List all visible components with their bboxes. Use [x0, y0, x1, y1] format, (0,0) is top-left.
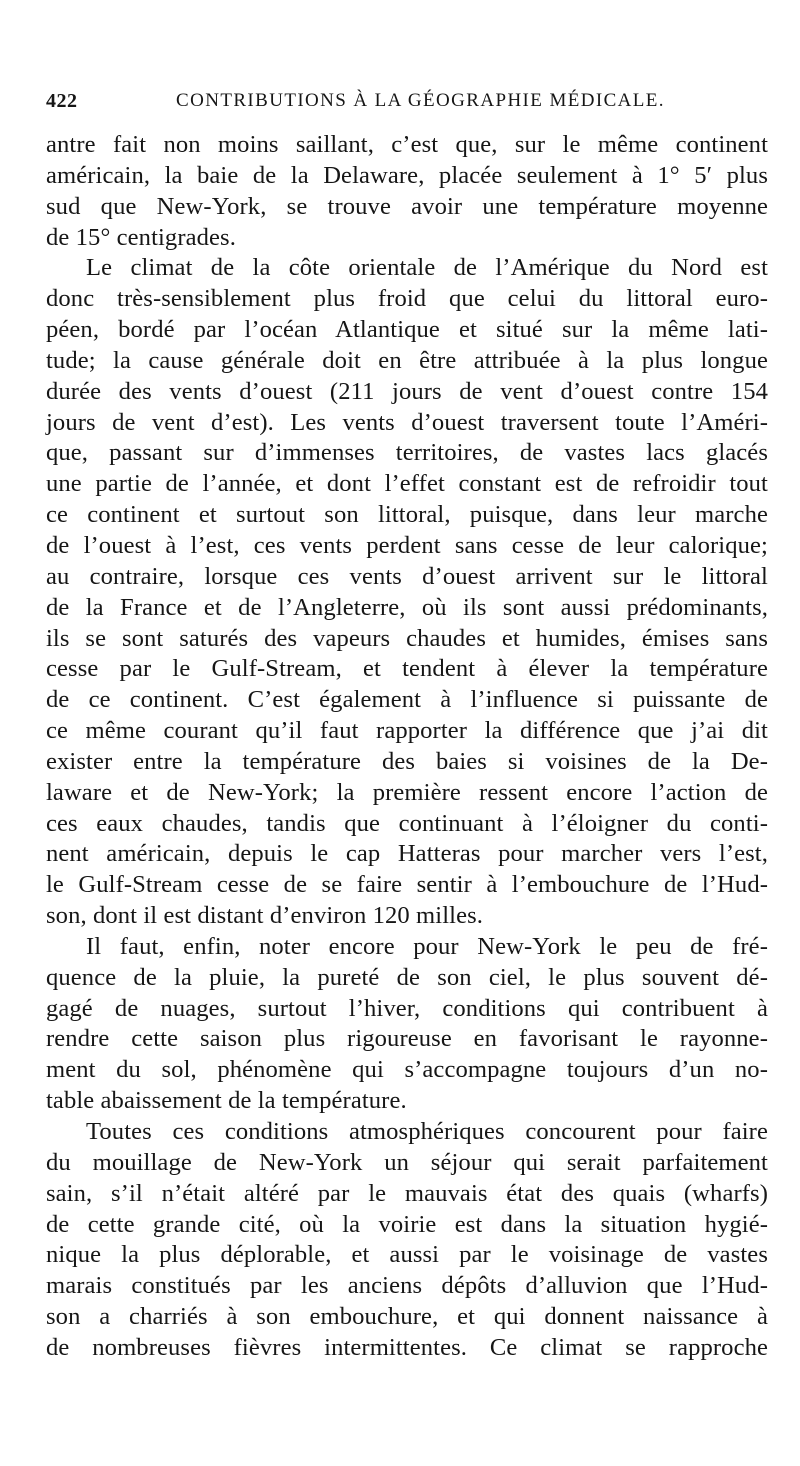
text-line: laware et de New-York; la première ressent encore l’action de — [46, 778, 768, 806]
text-line: sain, s’il n’était altéré par le mauvais état des quais (wharfs) — [46, 1179, 768, 1207]
text-line: péen, bordé par l’océan Atlantique et situé sur la même lati- — [46, 316, 768, 344]
text-line: américain, la baie de la Delaware, placée seulement à 1° 5′ plus — [46, 161, 768, 189]
text-line: une partie de l’année, et dont l’effet constant est de refroidir tout — [46, 470, 768, 498]
text-line: sud que New-York, se trouve avoir une température moyenne — [46, 192, 768, 220]
text-line: son, dont il est distant d’environ 120 milles. — [46, 902, 484, 930]
text-line: table abaissement de la température. — [46, 1087, 407, 1115]
text-line: tude; la cause générale doit en être attribuée à la plus longue — [46, 346, 768, 374]
text-line: de l’ouest à l’est, ces vents perdent sans cesse de leur calorique; — [46, 531, 768, 559]
document-page — [46, 80, 768, 1364]
text-line: ce même courant qu’il faut rapporter la différence que j’ai dit — [46, 717, 768, 745]
text-line: nique la plus déplorable, et aussi par le voisinage de vastes — [46, 1241, 768, 1269]
text-line: son a charriés à son embouchure, et qui donnent naissance à — [46, 1303, 768, 1331]
text-line: nent américain, depuis le cap Hatteras pour marcher vers l’est, — [46, 840, 768, 868]
text-line: de cette grande cité, où la voirie est dans la situation hygié- — [46, 1210, 768, 1238]
text-line: quence de la pluie, la pureté de son ciel, le plus souvent dé- — [46, 963, 768, 991]
text-line: ils se sont saturés des vapeurs chaudes et humides, émises sans — [46, 624, 768, 652]
text-line: le Gulf-Stream cesse de se faire sentir à l’embouchure de l’Hud- — [46, 871, 768, 899]
paragraph-start-line: Le climat de la côte orientale de l’Amérique du Nord est — [86, 254, 768, 282]
running-title: CONTRIBUTIONS À LA GÉOGRAPHIE MÉDICALE. — [176, 90, 665, 111]
text-line: antre fait non moins saillant, c’est que, sur le même continent — [46, 131, 768, 158]
text-line: que, passant sur d’immenses territoires, de vastes lacs glacés — [46, 439, 768, 467]
text-line: cesse par le Gulf-Stream, et tendent à élever la température — [46, 655, 768, 683]
text-line: rendre cette saison plus rigoureuse en favorisant le rayonne- — [46, 1025, 768, 1053]
text-line: marais constitués par les anciens dépôts d’alluvion que l’Hud- — [46, 1272, 768, 1300]
text-line: durée des vents d’ouest (211 jours de vent d’ouest contre 154 — [46, 377, 768, 405]
page-header — [46, 80, 768, 116]
paragraph-start-line: Il faut, enfin, noter encore pour New-York le peu de fré- — [86, 932, 768, 960]
text-line: ce continent et surtout son littoral, puisque, dans leur marche — [46, 501, 768, 529]
text-line: gagé de nuages, surtout l’hiver, conditions qui contribuent à — [46, 994, 768, 1022]
text-line: de la France et de l’Angleterre, où ils sont aussi prédominants, — [46, 593, 768, 621]
text-line: de 15° centigrades. — [46, 223, 236, 251]
text-line: au contraire, lorsque ces vents d’ouest arrivent sur le littoral — [46, 562, 768, 590]
text-line: donc très-sensiblement plus froid que celui du littoral euro- — [46, 285, 768, 313]
text-line: jours de vent d’est). Les vents d’ouest traversent toute l’Améri- — [46, 408, 768, 436]
text-line: de nombreuses fièvres intermittentes. Ce climat se rapproche — [46, 1333, 768, 1361]
body-text — [46, 130, 768, 1364]
text-line: ment du sol, phénomène qui s’accompagne toujours d’un no- — [46, 1056, 768, 1084]
page-number: 422 — [46, 90, 78, 112]
paragraph-start-line: Toutes ces conditions atmosphériques concourent pour faire — [86, 1118, 768, 1145]
text-line: de ce continent. C’est également à l’influence si puissante de — [46, 686, 768, 714]
text-line: ces eaux chaudes, tandis que continuant à l’éloigner du conti- — [46, 809, 768, 837]
text-line: exister entre la température des baies si voisines de la De- — [46, 747, 768, 775]
text-line: du mouillage de New-York un séjour qui serait parfaitement — [46, 1148, 768, 1176]
